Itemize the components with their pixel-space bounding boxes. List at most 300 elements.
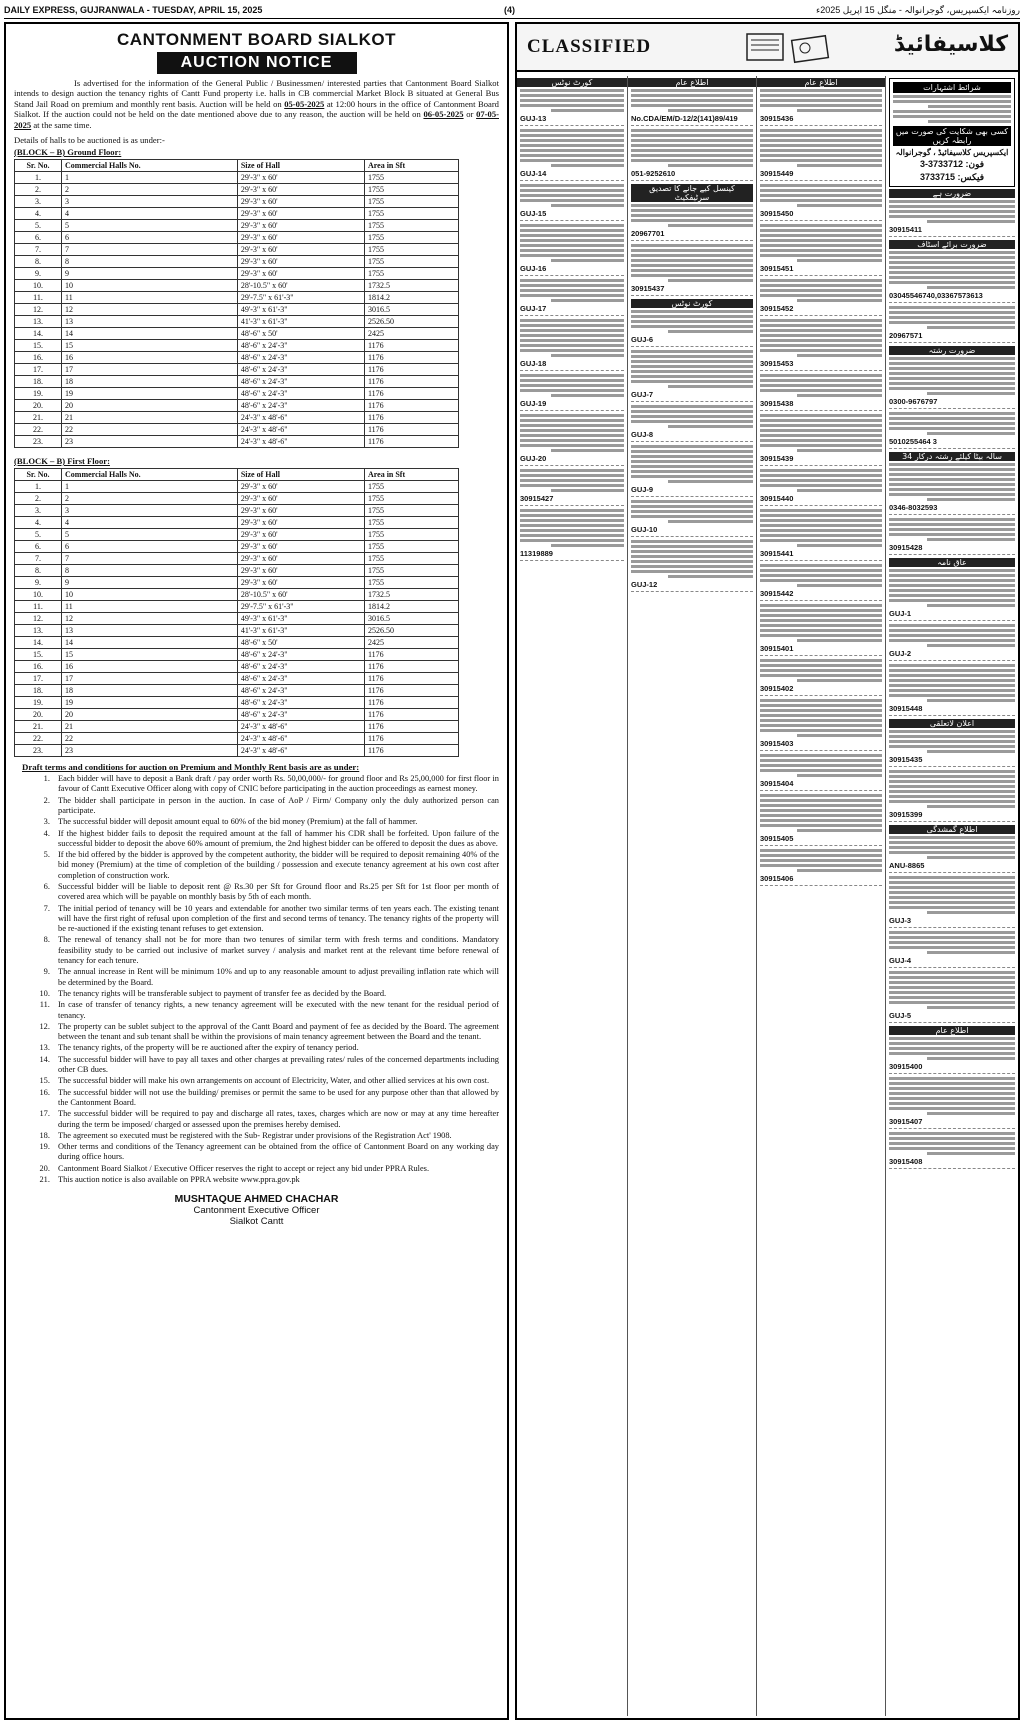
table-cell: 23. (15, 745, 62, 757)
classified-column-4 (886, 76, 1018, 1716)
ad-code: GUJ-10 (631, 525, 658, 534)
table-cell: 12. (15, 613, 62, 625)
ad-code: GUJ-15 (520, 209, 547, 218)
classified-ad (889, 931, 1015, 968)
classified-ad (889, 770, 1015, 822)
table-row (15, 745, 459, 757)
table-cell: 13 (62, 316, 238, 328)
col1-heading: کورٹ نوٹس (517, 78, 627, 87)
ad-code: GUJ-13 (520, 114, 547, 123)
ad-heading: ضرورت رشتہ (889, 346, 1015, 355)
table-row (15, 196, 459, 208)
table-cell: 1 (62, 481, 238, 493)
table-cell: 23. (15, 436, 62, 448)
term-item: 6. Successful bidder will be liable to deposit rent @ Rs.30 per Sft for Ground floor and Rs.25 per Sft for 1st floor per month of covered area which will be payable on monthly basis by 5th of each month. (52, 882, 499, 903)
classified-ad (889, 189, 1015, 237)
table-cell: 6 (62, 541, 238, 553)
table-cell: 48'-6" x 24'-3" (237, 709, 364, 721)
table-header-cell: Area in Sft (364, 469, 458, 481)
classified-ad (631, 299, 753, 347)
ad-code: 30915402 (760, 684, 794, 693)
table-cell: 16. (15, 661, 62, 673)
page-number: (4) (504, 5, 515, 15)
table-cell: 48'-6" x 24'-3" (237, 673, 364, 685)
table-row (15, 400, 459, 412)
ad-code: GUJ-1 (889, 609, 912, 618)
classified-ad (889, 876, 1015, 928)
table-cell: 9 (62, 577, 238, 589)
table-cell: 17 (62, 673, 238, 685)
table-row (15, 529, 459, 541)
table-row (15, 697, 459, 709)
table-cell: 48'-6" x 24'-3" (237, 376, 364, 388)
ad-code: GUJ-14 (520, 169, 547, 178)
ad-code: GUJ-18 (520, 359, 547, 368)
table-cell: 1755 (364, 196, 458, 208)
classified-ad (520, 89, 624, 126)
table-cell: 28'-10.5" x 60' (237, 280, 364, 292)
table-cell: 3 (62, 505, 238, 517)
table-header-row (15, 469, 459, 481)
term-item: 13. The tenancy rights, of the property will be re auctioned after the expiry of tenancy period. (52, 1043, 499, 1053)
classified-ad (631, 129, 753, 181)
ad-code: 11319889 (520, 549, 553, 558)
table-cell: 16 (62, 661, 238, 673)
classified-ad (520, 414, 624, 466)
classified-ad (889, 240, 1015, 303)
ad-code: 30915435 (889, 755, 923, 764)
table-row (15, 661, 459, 673)
table-row (15, 316, 459, 328)
table-cell: 22. (15, 424, 62, 436)
table-cell: 18. (15, 685, 62, 697)
classified-ad (889, 518, 1015, 555)
table-cell: 29'-3" x 60' (237, 529, 364, 541)
classified-ad (520, 129, 624, 181)
table-row (15, 721, 459, 733)
ad-code: 0346-8032593 (889, 503, 938, 512)
block-ground-title: (BLOCK – B) Ground Floor: (14, 147, 122, 158)
ad-heading: ضرورت برائے اسٹاف (889, 240, 1015, 249)
ad-code: 03045546740,03367573613 (889, 291, 983, 300)
table-cell: 9 (62, 268, 238, 280)
ad-code: 30915440 (760, 494, 794, 503)
table-cell: 1814.2 (364, 292, 458, 304)
notice-org: CANTONMENT BOARD SIALKOT (117, 30, 396, 49)
table-row (15, 172, 459, 184)
term-item: 2. The bidder shall participate in person in the auction. In case of AoP / Firm/ Company only the duly authorized person can participate. (52, 796, 499, 817)
table-cell: 2425 (364, 328, 458, 340)
ad-code: GUJ-8 (631, 430, 654, 439)
term-item: 9. The annual increase in Rent will be minimum 10% and up to any reasonable amount to adjust prevailing inflation rate which will be determined by the Board. (52, 967, 499, 988)
classified-ad (520, 509, 624, 561)
notice-banner: AUCTION NOTICE (157, 52, 357, 74)
term-item: 11. In case of transfer of tenancy rights, a new tenancy agreement will be executed with the new tenant for the residual period of tenancy. (52, 1000, 499, 1021)
table-cell: 1755 (364, 268, 458, 280)
table-cell: 13 (62, 625, 238, 637)
table-cell: 29'-3" x 60' (237, 208, 364, 220)
table-cell: 3 (62, 196, 238, 208)
table-cell: 20 (62, 400, 238, 412)
details-line: Details of halls to be auctioned is as under:- (14, 135, 165, 146)
table-row (15, 244, 459, 256)
ad-code: GUJ-9 (631, 485, 654, 494)
ad-code: 30915401 (760, 644, 794, 653)
table-cell: 24'-3" x 48'-6" (237, 412, 364, 424)
table-cell: 1755 (364, 220, 458, 232)
masthead-right: روزنامہ ایکسپریس، گوجرانوالہ - منگل 15 اپریل 2025ء (816, 5, 1020, 15)
ad-code: 30915399 (889, 810, 923, 819)
masthead-left: DAILY EXPRESS, GUJRANWALA - TUESDAY, APRIL 15, 2025 (4, 5, 263, 15)
ad-code: 30915452 (760, 304, 794, 313)
classified-ad (889, 346, 1015, 409)
table-row (15, 733, 459, 745)
classified-ad (760, 509, 882, 561)
table-row (15, 376, 459, 388)
ground-floor-table (14, 159, 459, 448)
classified-ad (889, 624, 1015, 661)
table-cell: 21 (62, 721, 238, 733)
table-cell: 1176 (364, 352, 458, 364)
table-row (15, 589, 459, 601)
table-cell: 29'-7.5" x 61'-3" (237, 292, 364, 304)
classified-ad (889, 1132, 1015, 1169)
table-cell: 8 (62, 565, 238, 577)
classified-header (517, 24, 1018, 72)
table-cell: 28'-10.5" x 60' (237, 589, 364, 601)
table-cell: 1755 (364, 493, 458, 505)
term-item: 3. The successful bidder will deposit amount equal to 60% of the bid money (Premium) at the fall of hammer. (52, 817, 499, 827)
table-cell: 4. (15, 208, 62, 220)
ad-code: 30915438 (760, 399, 794, 408)
table-cell: 3. (15, 196, 62, 208)
ad-code: GUJ-6 (631, 335, 654, 344)
table-cell: 1176 (364, 364, 458, 376)
table-cell: 29'-3" x 60' (237, 268, 364, 280)
ad-heading: اطلاع عام (889, 1026, 1015, 1035)
ad-code: 30915404 (760, 779, 794, 788)
classified-section (515, 22, 1020, 1720)
table-cell: 48'-6" x 24'-3" (237, 400, 364, 412)
table-cell: 24'-3" x 48'-6" (237, 745, 364, 757)
classified-ad (631, 184, 753, 241)
table-header-cell: Sr. No. (15, 469, 62, 481)
table-row (15, 613, 459, 625)
classified-ad (631, 89, 753, 126)
table-cell: 24'-3" x 48'-6" (237, 424, 364, 436)
table-cell: 20 (62, 709, 238, 721)
table-cell: 1176 (364, 412, 458, 424)
table-row (15, 232, 459, 244)
table-row (15, 220, 459, 232)
table-cell: 16 (62, 352, 238, 364)
block-first-title: (BLOCK – B) First Floor: (14, 456, 110, 467)
table-row (15, 709, 459, 721)
classified-ad (889, 558, 1015, 621)
ad-heading: کینسل کیے جانے کا تصدیق سرٹیفکیٹ (631, 184, 753, 202)
table-cell: 1176 (364, 673, 458, 685)
table-cell: 1176 (364, 376, 458, 388)
table-cell: 16. (15, 352, 62, 364)
table-cell: 29'-3" x 60' (237, 196, 364, 208)
table-cell: 1814.2 (364, 601, 458, 613)
classified-ad (760, 604, 882, 656)
ad-code: 30915442 (760, 589, 794, 598)
table-row (15, 517, 459, 529)
term-item: 1. Each bidder will have to deposit a Bank draft / pay order worth Rs. 50,00,000/- for ground floor and Rs 25,00,000 for first floor in favour of Cantt Executive Officer along with copy of CNIC before participating in the auction proceedings as earnest money. (52, 774, 499, 795)
table-cell: 3. (15, 505, 62, 517)
signatory-designation: Cantonment Executive Officer (193, 1205, 320, 1217)
table-cell: 1176 (364, 721, 458, 733)
ad-phone-1: فون: 3733712-3 (919, 159, 985, 169)
table-header-row (15, 160, 459, 172)
ad-code: 30915408 (889, 1157, 923, 1166)
term-item: 4. If the highest bidder fails to deposit the required amount at the fall of hammer his CDR shall be forfeited. Upon failure of the successful bidder to deposit the above 60% amount of premium, the 2nd highest bidder can be offered to deposit the dues as above. (52, 829, 499, 850)
ad-code: 5010255464 3 (889, 437, 937, 446)
term-item: 19. Other terms and conditions of the Tenancy agreement can be obtained from the office of Cantonment Board on any working day during office hours. (52, 1142, 499, 1163)
table-row (15, 328, 459, 340)
table-cell: 22. (15, 733, 62, 745)
table-cell: 19. (15, 697, 62, 709)
table-cell: 4. (15, 517, 62, 529)
ad-code: 30915436 (760, 114, 794, 123)
table-cell: 1755 (364, 565, 458, 577)
ad-code: 051-9252610 (631, 169, 676, 178)
table-cell: 24'-3" x 48'-6" (237, 733, 364, 745)
classified-ad (889, 412, 1015, 449)
first-floor-table (14, 468, 459, 757)
table-cell: 48'-6" x 24'-3" (237, 352, 364, 364)
table-cell: 17. (15, 673, 62, 685)
table-cell: 1. (15, 172, 62, 184)
table-cell: 48'-6" x 24'-3" (237, 685, 364, 697)
table-header-cell: Sr. No. (15, 160, 62, 172)
table-cell: 1755 (364, 208, 458, 220)
table-cell: 5 (62, 529, 238, 541)
ad-code: 30915411 (889, 225, 922, 234)
table-row (15, 388, 459, 400)
term-item: 15. The successful bidder will make his own arrangements on account of Electricity, Water, and other allied services at his own cost. (52, 1076, 499, 1086)
ad-code: 30915427 (520, 494, 554, 503)
table-cell: 29'-3" x 60' (237, 232, 364, 244)
table-cell: 6. (15, 541, 62, 553)
table-row (15, 436, 459, 448)
classified-ad (760, 224, 882, 276)
table-cell: 23 (62, 745, 238, 757)
table-cell: 1755 (364, 244, 458, 256)
classified-ad (760, 564, 882, 601)
table-cell: 1176 (364, 436, 458, 448)
table-cell: 20. (15, 400, 62, 412)
table-cell: 1732.5 (364, 589, 458, 601)
table-cell: 2 (62, 184, 238, 196)
ad-code: No.CDA/EM/D-12/2(141)89/419 (631, 114, 738, 123)
col2-heading: اطلاع عام (628, 78, 756, 87)
signatory-place: Sialkot Cantt (229, 1216, 284, 1228)
table-cell: 24'-3" x 48'-6" (237, 436, 364, 448)
table-cell: 10. (15, 280, 62, 292)
table-row (15, 625, 459, 637)
classified-ad (760, 129, 882, 181)
table-cell: 49'-3" x 61'-3" (237, 304, 364, 316)
table-cell: 29'-3" x 60' (237, 505, 364, 517)
table-cell: 29'-7.5" x 61'-3" (237, 601, 364, 613)
classified-ad (631, 244, 753, 296)
table-row (15, 481, 459, 493)
ad-code: 30915405 (760, 834, 794, 843)
table-header-cell: Commercial Halls No. (62, 469, 238, 481)
ad-code: 30915441 (760, 549, 794, 558)
ad-code: 30915406 (760, 874, 794, 883)
newspaper-art-icon (737, 30, 837, 64)
table-cell: 18 (62, 685, 238, 697)
ad-code: GUJ-7 (631, 390, 654, 399)
classified-ad (760, 754, 882, 791)
table-cell: 1755 (364, 256, 458, 268)
classified-ad (520, 184, 624, 221)
classified-ad (631, 445, 753, 497)
term-item: 16. The successful bidder will not use the building/ premises or permit the same to be used for any purpose other than that allowed by the Cantonment Board. (52, 1088, 499, 1109)
ad-code: GUJ-3 (889, 916, 912, 925)
table-cell: 22 (62, 733, 238, 745)
table-cell: 1755 (364, 172, 458, 184)
table-row (15, 505, 459, 517)
table-cell: 9. (15, 577, 62, 589)
table-cell: 5 (62, 220, 238, 232)
table-cell: 1755 (364, 505, 458, 517)
table-header-cell: Commercial Halls No. (62, 160, 238, 172)
classified-ad (631, 405, 753, 442)
table-cell: 29'-3" x 60' (237, 553, 364, 565)
classified-column-1 (517, 76, 628, 1716)
table-cell: 1176 (364, 340, 458, 352)
table-cell: 10 (62, 589, 238, 601)
table-cell: 1176 (364, 661, 458, 673)
table-row (15, 280, 459, 292)
ad-code: 20967571 (889, 331, 923, 340)
table-cell: 2526.50 (364, 316, 458, 328)
term-item: 18. The agreement so executed must be registered with the Sub- Registrar under provisions of the Registration Act' 1908. (52, 1131, 499, 1141)
ad-code: 30915448 (889, 704, 923, 713)
table-cell: 1755 (364, 541, 458, 553)
table-cell: 48'-6" x 24'-3" (237, 649, 364, 661)
table-cell: 29'-3" x 60' (237, 577, 364, 589)
table-row (15, 292, 459, 304)
table-cell: 8. (15, 565, 62, 577)
ad-code: 30915407 (889, 1117, 923, 1126)
table-cell: 2. (15, 493, 62, 505)
col3-heading: اطلاع عام (757, 78, 885, 87)
notice-intro: Is advertised for the information of the General Public / Businessmen/ interested parties that Cantonment Board Sialkot intends to design auction the tenancy rights of Cantt Fund property i.e. halls in CB commercial Market Block B situated at General Bus Stand Jail Road on premium and monthly rent basis. Auction will be held on 05-05-2025 at 12:00 hours in the office of Cantonment Board Sialkot. If the auction could not be held on the date mentioned above due to any reason, the auction will be held on 06-05-2025 or 07-05-2025 at the same time. (14, 78, 499, 130)
ad-phone-label: ایکسپریس کلاسیفائیڈ ، گوجرانوالہ (895, 148, 1009, 157)
ad-code: 30915451 (760, 264, 794, 273)
ad-code: GUJ-4 (889, 956, 912, 965)
table-cell: 2 (62, 493, 238, 505)
classified-ad (520, 469, 624, 506)
term-item: 20. Cantonment Board Sialkot / Executive Officer reserves the right to accept or reject any bid under PPRA Rules. (52, 1164, 499, 1174)
ad-code: 30915403 (760, 739, 794, 748)
table-row (15, 184, 459, 196)
table-row (15, 352, 459, 364)
classified-ad (889, 719, 1015, 767)
table-row (15, 649, 459, 661)
classified-ad (760, 794, 882, 846)
ad-code: 30915453 (760, 359, 794, 368)
table-cell: 10. (15, 589, 62, 601)
table-cell: 14. (15, 328, 62, 340)
table-row (15, 364, 459, 376)
table-cell: 1176 (364, 424, 458, 436)
table-cell: 48'-6" x 24'-3" (237, 340, 364, 352)
table-cell: 48'-6" x 24'-3" (237, 388, 364, 400)
ad-heading: کورٹ نوٹس (631, 299, 753, 308)
table-cell: 1176 (364, 697, 458, 709)
table-cell: 1755 (364, 577, 458, 589)
table-cell: 1755 (364, 184, 458, 196)
table-cell: 1755 (364, 553, 458, 565)
table-cell: 17. (15, 364, 62, 376)
table-cell: 1176 (364, 745, 458, 757)
ad-code: ANU-8865 (889, 861, 925, 870)
classified-column-2 (628, 76, 757, 1716)
table-cell: 48'-6" x 24'-3" (237, 697, 364, 709)
ad-code: 30915437 (631, 284, 665, 293)
table-row (15, 673, 459, 685)
classified-ad (889, 306, 1015, 343)
table-cell: 9. (15, 268, 62, 280)
table-cell: 11. (15, 601, 62, 613)
table-cell: 29'-3" x 60' (237, 256, 364, 268)
table-cell: 12 (62, 613, 238, 625)
ad-code: 30915439 (760, 454, 794, 463)
table-cell: 11. (15, 292, 62, 304)
classified-ad (760, 374, 882, 411)
table-cell: 14 (62, 637, 238, 649)
table-row (15, 208, 459, 220)
term-item: 17. The successful bidder will be required to pay and discharge all rates, taxes, charges which are now or may at any time hereafter during the term be imposed/ charged or assessed upon the premises hereby demised. (52, 1109, 499, 1130)
classified-ad (760, 184, 882, 221)
table-cell: 7 (62, 244, 238, 256)
table-cell: 7 (62, 553, 238, 565)
ad-complaint-title: کسی بھی شکایت کی صورت میں رابطہ کریں (893, 126, 1011, 146)
table-cell: 15 (62, 340, 238, 352)
table-cell: 1. (15, 481, 62, 493)
classified-ad (520, 319, 624, 371)
ad-code: 20967701 (631, 229, 665, 238)
ad-code: GUJ-5 (889, 1011, 912, 1020)
table-row (15, 565, 459, 577)
table-row (15, 577, 459, 589)
table-header-cell: Size of Hall (237, 469, 364, 481)
table-cell: 29'-3" x 60' (237, 517, 364, 529)
signature-block (14, 1193, 499, 1227)
table-cell: 8. (15, 256, 62, 268)
ad-code: 0300-9676797 (889, 397, 938, 406)
table-cell: 18 (62, 376, 238, 388)
ad-code: GUJ-19 (520, 399, 547, 408)
table-cell: 2. (15, 184, 62, 196)
term-item: 14. The successful bidder will have to pay all taxes and other charges at prevailing rates/ rules of the concerned departments including other CB dues. (52, 1055, 499, 1076)
classified-ad (889, 1077, 1015, 1129)
terms-list (14, 774, 499, 1185)
table-cell: 5. (15, 220, 62, 232)
table-cell: 15. (15, 649, 62, 661)
table-header-cell: Area in Sft (364, 160, 458, 172)
table-cell: 20. (15, 709, 62, 721)
table-cell: 12 (62, 304, 238, 316)
classified-ad (760, 699, 882, 751)
table-cell: 29'-3" x 60' (237, 481, 364, 493)
